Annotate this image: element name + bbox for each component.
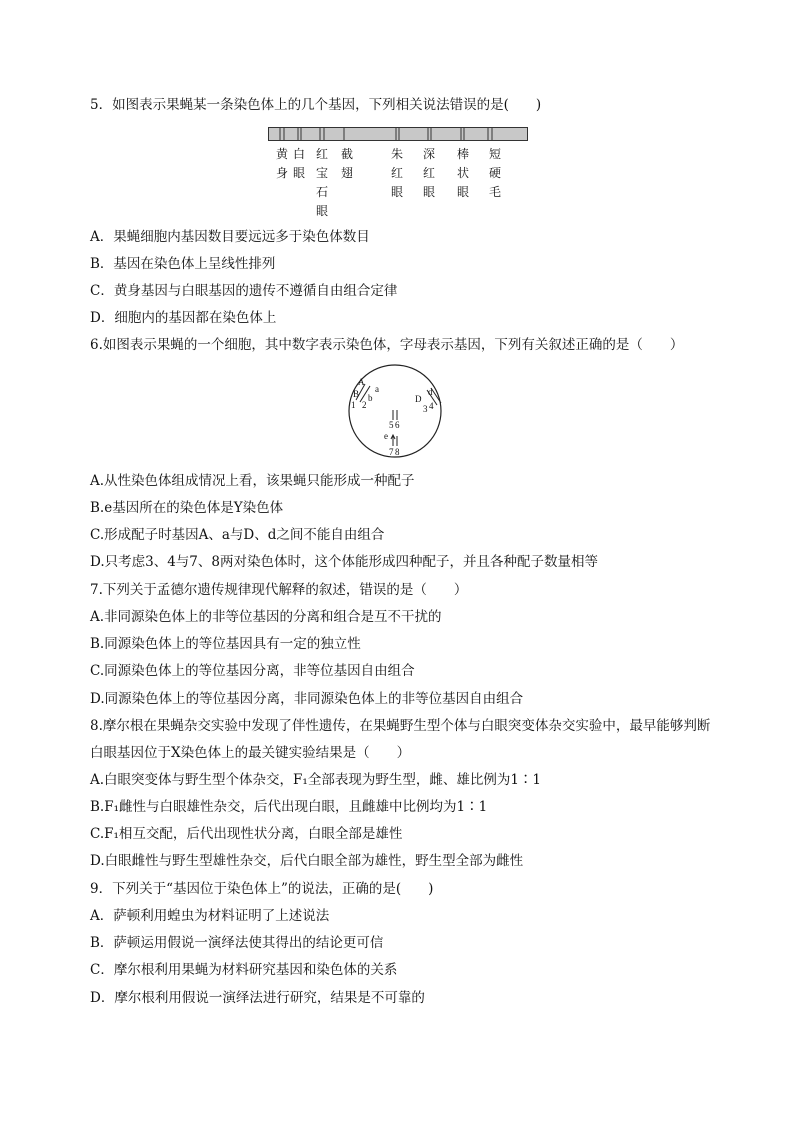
q6-option-d: D.只考虑3、4与7、8两对染色体时，这个体能形成四种配子，并且各种配子数量相等: [90, 554, 598, 570]
gene-label-yellow-body: 黄 身: [275, 147, 288, 180]
gene-label-vermilion-eye: 朱 红 眼: [390, 147, 403, 199]
q9-option-b: B．萨顿运用假说一演绎法使其得出的结论更可信: [90, 935, 384, 951]
q8-option-b: B.F₁雌性与白眼雄性杂交，后代出现白眼，且雌雄中比例均为1∶1: [90, 799, 488, 815]
q8-option-d: D.白眼雌性与野生型雄性杂交，后代白眼全部为雄性，野生型全部为雌性: [90, 853, 524, 869]
chromosome-4: 4: [429, 401, 434, 411]
q9-option-a: A．萨顿利用蝗虫为材料证明了上述说法: [90, 908, 330, 924]
chromosome-1: 1: [351, 400, 356, 410]
chromosome-diagram: [268, 127, 530, 143]
q6-option-c: C.形成配子时基因A、a与D、d之间不能自由组合: [90, 527, 385, 543]
cell-diagram: [345, 362, 445, 460]
gene-B: B: [353, 389, 360, 399]
gene-label-white-eye: 白 眼: [292, 147, 305, 180]
q9-option-d: D．摩尔根利用假说一演绎法进行研究，结果是不可靠的: [90, 990, 425, 1006]
q8-stem-line2: 白眼基因位于X染色体上的最关键实验结果是（ ）: [90, 745, 411, 761]
gene-A: A: [358, 377, 365, 387]
q6-option-a: A.从性染色体组成情况上看，该果蝇只能形成一种配子: [90, 473, 415, 489]
q7-option-a: A.非同源染色体上的非等位基因的分离和组合是互不干扰的: [90, 609, 442, 625]
q8-option-c: C.F₁相互交配，后代出现性状分离，白眼全部是雄性: [90, 826, 403, 842]
gene-a: a: [375, 384, 379, 394]
q5-option-c: C．黄身基因与白眼基因的遗传不遵循自由组合定律: [90, 283, 398, 299]
q7-option-c: C.同源染色体上的等位基因分离，非等位基因自由组合: [90, 663, 415, 679]
q5-option-a: A．果蝇细胞内基因数目要远远多于染色体数目: [90, 229, 370, 245]
chromosome-5: 5: [389, 420, 394, 430]
chromosome-2: 2: [362, 400, 367, 410]
chromosome-8: 8: [395, 447, 400, 457]
chromosome-6: 6: [395, 420, 400, 430]
q8-stem-line1: 8.摩尔根在果蝇杂交实验中发现了伴性遗传，在果蝇野生型个体与白眼突变体杂交实验中，最早能够判断: [90, 718, 711, 734]
q9-stem: 9．下列关于“基因位于染色体上”的说法，正确的是( ): [90, 881, 434, 897]
gene-D: D: [415, 394, 422, 404]
gene-b: b: [368, 393, 373, 403]
q5-option-d: D．细胞内的基因都在染色体上: [90, 310, 277, 326]
chromosome-7: 7: [389, 447, 394, 457]
q7-stem: 7.下列关于孟德尔遗传规律现代解释的叙述，错误的是（ ）: [90, 582, 468, 598]
q9-option-c: C．摩尔根利用果蝇为材料研究基因和染色体的关系: [90, 962, 398, 978]
gene-d: d: [428, 387, 433, 397]
gene-e: e: [384, 431, 388, 441]
q6-stem: 6.如图表示果蝇的一个细胞，其中数字表示染色体，字母表示基因，下列有关叙述正确的是（ ）: [90, 337, 684, 353]
q7-option-d: D.同源染色体上的等位基因分离，非同源染色体上的非等位基因自由组合: [90, 691, 524, 707]
gene-label-short-bristle: 短 硬 毛: [488, 147, 501, 199]
gene-label-deep-red-eye: 深 红 眼: [422, 147, 435, 199]
gene-label-ruby-eye: 红 宝 石 眼: [315, 147, 328, 218]
gene-label-bar-eye: 棒 状 眼: [456, 147, 469, 199]
q7-option-b: B.同源染色体上的等位基因具有一定的独立性: [90, 636, 361, 652]
chromosome-3: 3: [423, 404, 428, 414]
q6-option-b: B.e基因所在的染色体是Y染色体: [90, 500, 284, 516]
q5-stem: 5．如图表示果蝇某一条染色体上的几个基因，下列相关说法错误的是( ): [90, 97, 542, 113]
gene-label-cut-wing: 截 翅: [340, 147, 353, 180]
q8-option-a: A.白眼突变体与野生型个体杂交，F₁全部表现为野生型，雌、雄比例为1∶1: [90, 772, 541, 788]
q5-option-b: B．基因在染色体上呈线性排列: [90, 256, 276, 272]
